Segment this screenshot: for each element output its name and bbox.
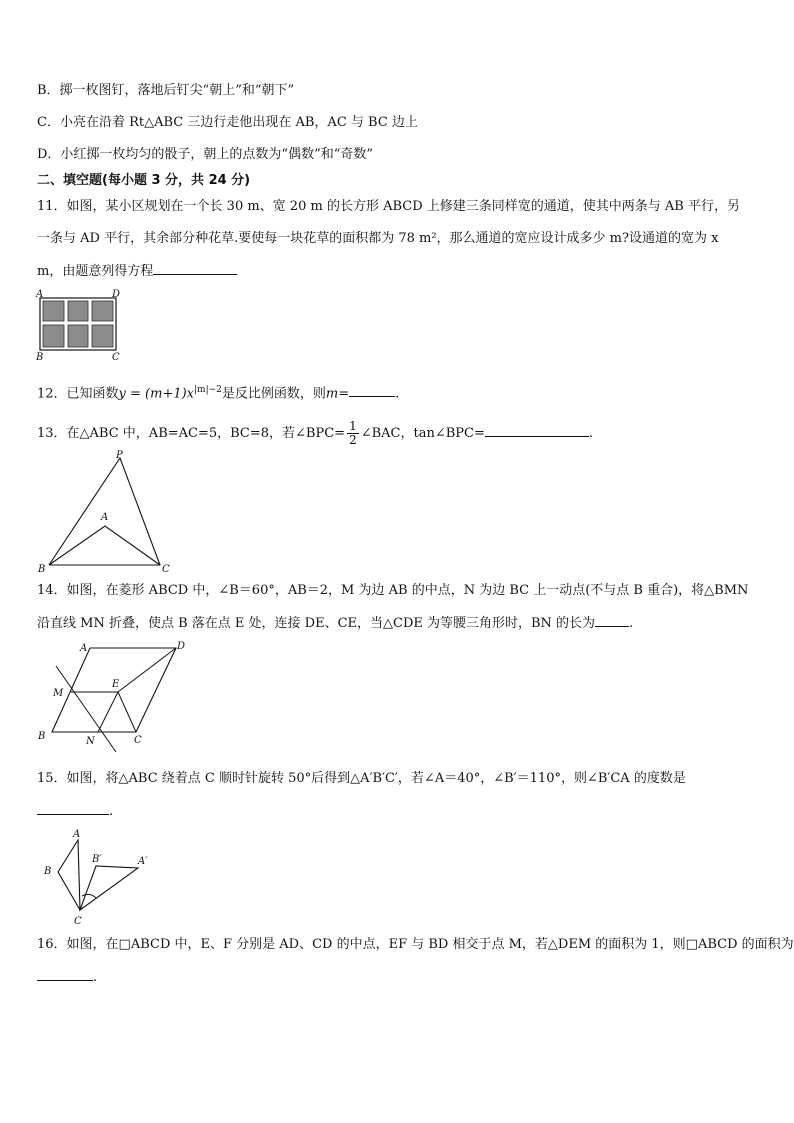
q15-line1: 15．如图，将△ABC 绕着点 C 顺时针旋转 50°后得到△A′B′C′，若∠A＝40°，∠B′＝110°，则∠B′CA 的度数是 (37, 771, 686, 786)
q15-suffix: . (109, 804, 114, 819)
q11-line2: 一条与 AD 平行，其余部分种花草.要使每一块花草的面积都为 78 m²，那么通道的宽应设计成多少 m?设通道的宽为 x (37, 231, 719, 246)
q12-exponent: |m|−2 (194, 385, 222, 395)
q11-line1: 11．如图，某小区规划在一个长 30 m、宽 20 m 的长方形 ABCD 上修建三条同样宽的通道，使其中两条与 AB 平行，另 (37, 199, 740, 214)
q13-line (37, 420, 593, 447)
q13-suffix: . (588, 426, 594, 441)
q13-triangle-abc (49, 526, 160, 565)
q14-line2-text: 沿直线 MN 折叠，使点 B 落在点 E 处，连接 DE、CE，当△CDE 为等腰三角形时，BN 的长为 (37, 616, 596, 631)
q14-label-a: A (80, 643, 88, 654)
q11-bed (92, 325, 113, 347)
q11-bed (68, 325, 88, 347)
q16-line1: 16．如图，在□ABCD 中，E、F 分别是 AD、CD 的中点，EF 与 BD 相交于点 M，若△DEM 的面积为 1，则□ABCD 的面积为 (37, 937, 794, 952)
q14-segment-de (118, 648, 176, 692)
q15-label-b-prime: B′ (92, 854, 102, 865)
q14-segment-en (98, 692, 118, 732)
q13-fraction (347, 420, 359, 447)
q12-formula: y = (m+1)x (118, 386, 195, 402)
q11-label-d: D (112, 289, 121, 300)
q13-label-b: B (38, 564, 46, 575)
q15-label-c: C (74, 916, 82, 927)
q12-eq: = (338, 386, 350, 402)
q16-suffix: . (93, 970, 98, 985)
q15-triangle-abc (58, 840, 80, 910)
q13-frac-den: 2 (349, 433, 357, 447)
q13-prefix: 13．在△ABC 中，AB=AC=5，BC=8，若∠BPC= (37, 426, 346, 441)
q13-label-c: C (162, 564, 170, 575)
q16-line2 (37, 968, 97, 987)
q11-line3-text: m，由题意列得方程 (37, 264, 154, 279)
q12-var: m (325, 386, 339, 402)
q14-suffix: . (629, 616, 634, 631)
q14-label-b: B (38, 731, 46, 742)
q11-bed (92, 301, 113, 321)
q11-figure (34, 288, 126, 364)
q13-figure (34, 448, 184, 576)
q13-middle: ∠BAC，tan∠BPC= (360, 426, 485, 441)
q11-bed (68, 301, 88, 321)
q13-answer-blank (485, 424, 589, 437)
option-d: D．小红掷一枚均匀的骰子，朝上的点数为“偶数”和“奇数” (37, 147, 374, 162)
q12-prefix: 12．已知函数 (37, 386, 119, 402)
q14-line1: 14．如图，在菱形 ABCD 中，∠B＝60°，AB＝2，M 为边 AB 的中点，N 为边 BC 上一动点(不与点 B 重合)，将△BMN (37, 583, 749, 598)
option-c: C．小亮在沿着 Rt△ABC 三边行走他出现在 AB，AC 与 BC 边上 (37, 115, 418, 130)
q11-line3 (37, 262, 237, 281)
q11-answer-blank (153, 262, 237, 275)
q13-label-p: P (116, 450, 123, 461)
q15-figure (36, 824, 160, 928)
q12-middle: 是反比例函数，则 (221, 386, 326, 402)
section-title: 二、填空题(每小题 3 分，共 24 分) (37, 173, 251, 188)
q14-answer-blank (595, 614, 629, 627)
q11-bed (43, 325, 64, 347)
q11-label-a: A (36, 289, 44, 300)
q15-label-b: B (44, 866, 52, 877)
q14-rhombus-abcd (52, 648, 176, 732)
q11-bed (43, 301, 64, 321)
q13-label-a: A (101, 512, 109, 523)
q11-label-b: B (36, 352, 44, 363)
q15-triangle-a1b1c (80, 866, 138, 910)
q14-label-c: C (134, 735, 142, 746)
q14-label-d: D (177, 641, 186, 652)
q15-label-a: A (73, 829, 81, 840)
q12-line (37, 381, 399, 403)
q16-answer-blank (37, 968, 93, 981)
q12-answer-blank (349, 384, 395, 397)
q15-answer-blank (37, 802, 109, 815)
q14-label-e: E (112, 679, 120, 690)
q12-suffix: . (395, 386, 400, 402)
q14-label-n: N (86, 736, 95, 747)
q13-frac-num: 1 (349, 419, 357, 433)
option-b: B．掷一枚图钉，落地后钉尖“朝上”和“朝下” (37, 83, 295, 98)
q14-segment-ce (118, 692, 136, 732)
q14-line2 (37, 614, 633, 633)
q15-label-a-prime: A′ (138, 856, 148, 867)
q15-line2 (37, 802, 113, 821)
q11-label-c: C (112, 352, 120, 363)
q14-label-m: M (53, 688, 64, 699)
q14-figure (34, 636, 194, 754)
